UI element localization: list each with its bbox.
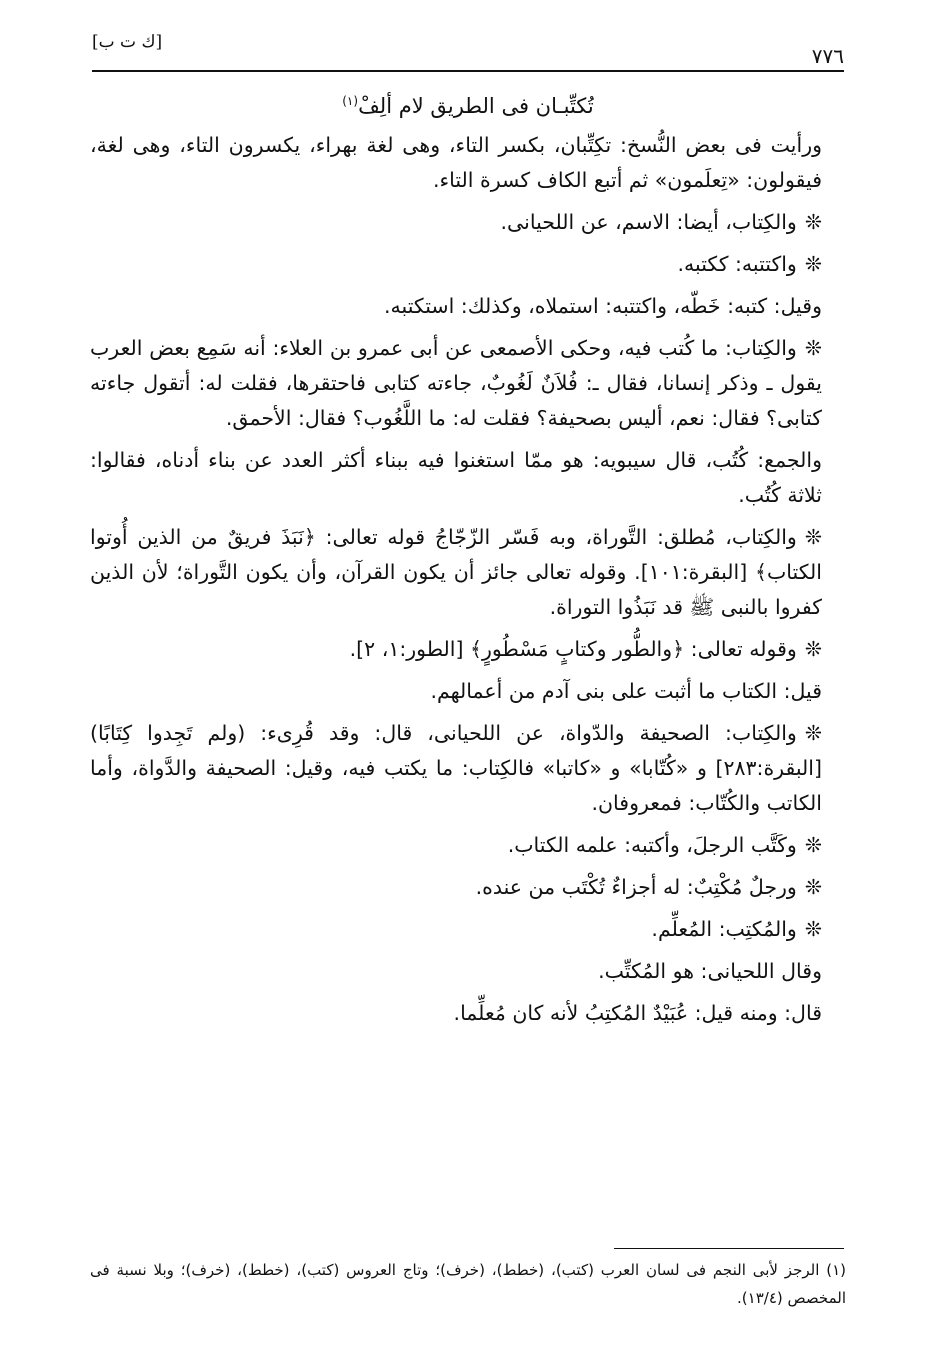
main-text bbox=[90, 84, 846, 1038]
paragraph-text: وقيل: كتبه: خَطّه، واكتتبه: استملاه، وكذلك: استكتبه. bbox=[384, 294, 822, 318]
paragraph bbox=[90, 716, 846, 821]
verse-text: تُكتِّبـان فى الطريق لام ألِفْ bbox=[358, 94, 594, 118]
running-head bbox=[92, 30, 844, 70]
entry-bullet-icon: ❊ bbox=[804, 252, 822, 276]
paragraph bbox=[90, 954, 846, 989]
paragraph bbox=[90, 912, 846, 947]
paragraph-text: والجمع: كُتُب، قال سيبويه: هو ممّا استغنوا فيه ببناء أكثر العدد عن بناء أدناه، فقالوا: ثلاثة كُتُب. bbox=[90, 448, 822, 507]
paragraph-text: ورأيت فى بعض النُّسخ: تكِتِّبان، بكسر التاء، وهى لغة بهراء، يكسرون التاء، وهى لغة، فيقولون: «تِعلَمون» ثم أتبع الكاف كسرة التاء. bbox=[90, 133, 822, 192]
paragraph-list bbox=[90, 128, 846, 1031]
entry-bullet-icon: ❊ bbox=[804, 721, 822, 745]
paragraph bbox=[90, 870, 846, 905]
paragraph bbox=[90, 520, 846, 625]
paragraph-text: ورجلٌ مُكْتِبٌ: له أجزاءٌ تُكْتَب من عنده. bbox=[475, 875, 797, 899]
paragraph bbox=[90, 828, 846, 863]
paragraph bbox=[90, 128, 846, 198]
paragraph-text: والكِتاب: ما كُتب فيه، وحكى الأصمعى عن أبى عمرو بن العلاء: أنه سَمِع بعض العرب يقول ـ وذكر إنسانا، فقال ـ: فُلاَنٌ لَغُوبٌ، جاءته كتابى فاحتقرها، فقلت له: أتقول جاءته كتابى؟ فقال: نعم، أليس بصحيفة؟ فقلت له: ما اللَّغُوب؟ فقال: الأحمق. bbox=[90, 336, 822, 430]
paragraph-text: والمُكتِب: المُعلِّم. bbox=[651, 917, 797, 941]
paragraph bbox=[90, 331, 846, 436]
paragraph bbox=[90, 205, 846, 240]
paragraph-text: قال: ومنه قيل: عُبَيْدٌ المُكتِبُ لأنه كان مُعلِّما. bbox=[453, 1001, 822, 1025]
paragraph-text: وقوله تعالى: ﴿والطُّور وكتابٍ مَسْطُورٍ﴾ [الطور:١، ٢]. bbox=[349, 637, 797, 661]
verse-line bbox=[90, 84, 846, 124]
entry-bullet-icon: ❊ bbox=[804, 525, 822, 549]
entry-bullet-icon: ❊ bbox=[804, 875, 822, 899]
footnote-rule bbox=[614, 1248, 844, 1249]
paragraph bbox=[90, 289, 846, 324]
paragraph-text: والكِتاب، مُطلق: التَّوراة، وبه فَسّر الزّجّاجُ قوله تعالى: ﴿نَبَذَ فريقٌ من الذين أُوتوا الكتاب﴾ [البقرة:١٠١]. وقوله تعالى جائز أن يكون القرآن، وأن يكون التَّوراة؛ لأن الذين كفروا بالنبى ﷺ قد نَبَذُوا التوراة. bbox=[90, 525, 822, 619]
entry-bullet-icon: ❊ bbox=[804, 336, 822, 360]
entry-bullet-icon: ❊ bbox=[804, 210, 822, 234]
paragraph-text: قيل: الكتاب ما أثبت على بنى آدم من أعمالهم. bbox=[430, 679, 822, 703]
paragraph-text: وقال اللحيانى: هو المُكتِّب. bbox=[598, 959, 822, 983]
paragraph bbox=[90, 632, 846, 667]
page-number: ٧٧٦ bbox=[811, 44, 844, 68]
root-tag: [ك ت ب] bbox=[92, 32, 163, 52]
entry-bullet-icon: ❊ bbox=[804, 833, 822, 857]
header-rule bbox=[92, 70, 844, 72]
footnote: (١) الرجز لأبى النجم فى لسان العرب (كتب)، (خطط)، (خرف)؛ وتاج العروس (كتب)، (خطط)، (خرف)؛ وبلا نسبة فى المخصص (١٣/٤). bbox=[90, 1261, 846, 1307]
paragraph bbox=[90, 247, 846, 282]
entry-bullet-icon: ❊ bbox=[804, 637, 822, 661]
paragraph bbox=[90, 996, 846, 1031]
paragraph bbox=[90, 674, 846, 709]
footnote-ref: (١) bbox=[342, 94, 359, 108]
paragraph-text: والكِتاب: الصحيفة والدّواة، عن اللحيانى، قال: وقد قُرِىء: (ولم تَجِدوا كِتَابًا) [البقرة:٢٨٣] و «كُتّابا» و «كاتبا» فالكِتاب: ما يكتب فيه، وقيل: الصحيفة والدَّواة، وأما الكاتب والكُتّاب: فمعروفان. bbox=[90, 721, 822, 815]
paragraph-text: والكِتاب، أيضا: الاسم، عن اللحيانى. bbox=[500, 210, 797, 234]
paragraph bbox=[90, 443, 846, 513]
paragraph-text: وكَتَّب الرجلَ، وأكتبه: علمه الكتاب. bbox=[507, 833, 797, 857]
paragraph-text: واكتتبه: ككتبه. bbox=[677, 252, 797, 276]
entry-bullet-icon: ❊ bbox=[804, 917, 822, 941]
